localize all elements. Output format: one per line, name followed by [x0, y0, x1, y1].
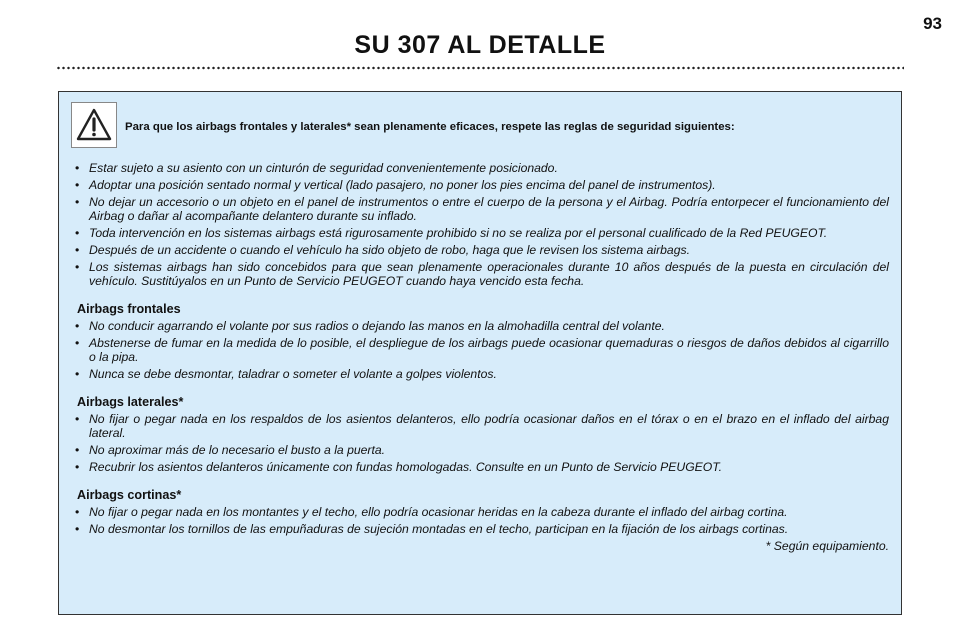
list-item: • No desmontar los tornillos de las empuñaduras de sujeción montadas en el techo, participan en la fijación de los airbags cortinas. [73, 522, 889, 536]
laterales-list [73, 412, 889, 474]
list-item: • No fijar o pegar nada en los montantes y el techo, ello podría ocasionar heridas en la cabeza durante el inflado del airbag cortina. [73, 505, 889, 519]
general-list [73, 161, 889, 288]
list-item: • No dejar un accesorio o un objeto en el panel de instrumentos o entre el cuerpo de la persona y el Airbag. Podría entorpecer el funcionamiento del Airbag o dañar al acompañante delantero durante su inflado. [73, 195, 889, 223]
list-item: • No conducir agarrando el volante por sus radios o dejando las manos en la almohadilla central del volante. [73, 319, 889, 333]
heading-cortinas: Airbags cortinas* [77, 488, 182, 502]
list-item: • Adoptar una posición sentado normal y vertical (lado pasajero, no poner los pies encima del panel de instrumentos). [73, 178, 889, 192]
dotted-divider [56, 66, 904, 70]
list-item: • No fijar o pegar nada en los respaldos de los asientos delanteros, ello podría ocasionar daños en el tórax o en el brazo en el inflado del airbag lateral. [73, 412, 889, 440]
heading-laterales: Airbags laterales* [77, 395, 184, 409]
list-item: • Recubrir los asientos delanteros únicamente con fundas homologadas. Consulte en un Punto de Servicio PEUGEOT. [73, 460, 889, 474]
list-item: • Después de un accidente o cuando el vehículo ha sido objeto de robo, haga que le revisen los sistema airbags. [73, 243, 889, 257]
frontales-list [73, 319, 889, 381]
page-title: SU 307 AL DETALLE [354, 31, 606, 59]
footnote: * Según equipamiento. [765, 539, 889, 553]
page-number: 93 [923, 14, 942, 33]
cortinas-list [73, 505, 889, 536]
intro-text: Para que los airbags frontales y laterales* sean plenamente eficaces, respete las reglas de seguridad siguientes: [125, 121, 735, 133]
list-item: • Toda intervención en los sistemas airbags está rigurosamente prohibido si no se realiza por el personal cualificado de la Red PEUGEOT. [73, 226, 889, 240]
airbag-safety-panel [58, 91, 902, 615]
list-item: • Estar sujeto a su asiento con un cinturón de seguridad convenientemente posicionado. [73, 161, 889, 175]
list-item: • Abstenerse de fumar en la medida de lo posible, el despliegue de los airbags puede ocasionar quemaduras o riesgos de daños debidos al cigarrillo o la pipa. [73, 336, 889, 364]
warning-box [71, 102, 117, 148]
list-item: • Nunca se debe desmontar, taladrar o someter el volante a golpes violentos. [73, 367, 889, 381]
list-item: • No aproximar más de lo necesario el busto a la puerta. [73, 443, 889, 457]
list-item: • Los sistemas airbags han sido concebidos para que sean plenamente operacionales durante 10 años después de la puesta en circulación del vehículo. Sustitúyalos en un Punto de Servicio PEUGEOT cuando haya vencido esta fecha. [73, 260, 889, 288]
warning-triangle-icon [75, 107, 113, 143]
panel-content [73, 161, 889, 553]
heading-frontales: Airbags frontales [77, 302, 181, 316]
